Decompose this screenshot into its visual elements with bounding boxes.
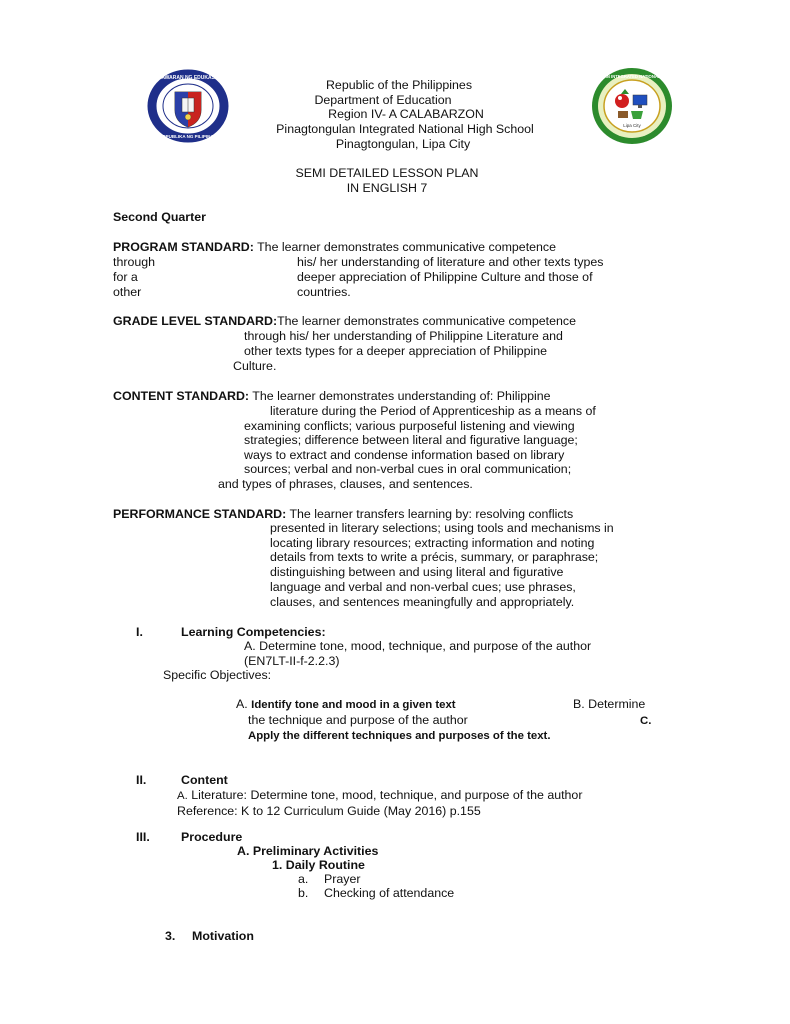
routine-item-a-marker: a. bbox=[298, 872, 309, 886]
grade-level-standard-text: other texts types for a deeper appreciation of Philippine bbox=[244, 344, 548, 358]
content-standard-text: literature during the Period of Apprenticeship as a means of bbox=[270, 404, 596, 418]
content-standard-text: sources; verbal and non-verbal cues in oral communication; bbox=[244, 462, 572, 476]
objective-b-marker: B. Determine bbox=[573, 697, 646, 711]
motivation-heading: Motivation bbox=[192, 929, 254, 943]
competency-code: (EN7LT-II-f-2.2.3) bbox=[244, 654, 340, 668]
performance-standard-text: locating library resources; extracting information and noting bbox=[270, 536, 595, 550]
section-3-title: Procedure bbox=[181, 830, 243, 844]
program-standard-text: countries. bbox=[297, 285, 351, 299]
performance-standard-text: language and verbal and non-verbal cues; use phrases, bbox=[270, 580, 576, 594]
grade-level-standard-text: Culture. bbox=[233, 359, 277, 373]
quarter-label: Second Quarter bbox=[113, 210, 206, 224]
performance-standard-text: distinguishing between and using literal and figurative bbox=[270, 565, 564, 579]
header-school: Pinagtongulan Integrated National High School bbox=[276, 122, 534, 136]
section-1-number: I. bbox=[136, 625, 143, 639]
routine-item-b-marker: b. bbox=[298, 886, 309, 900]
program-standard-line-1: PROGRAM STANDARD: The learner demonstrates communicative competence bbox=[113, 240, 557, 254]
objective-c-marker: C. bbox=[640, 715, 652, 727]
specific-objectives-label: Specific Objectives: bbox=[163, 668, 272, 682]
header-republic: Republic of the Philippines bbox=[325, 78, 473, 92]
content-standard-line-1: CONTENT STANDARD: The learner demonstrates understanding of: Philippine bbox=[113, 389, 551, 403]
performance-standard-line-1: PERFORMANCE STANDARD: The learner transfers learning by: resolving conflicts bbox=[113, 507, 574, 521]
routine-item-a: Prayer bbox=[324, 872, 361, 886]
program-standard-text: deeper appreciation of Philippine Culture and those of bbox=[297, 270, 593, 284]
objective-b-text: the technique and purpose of the author bbox=[248, 713, 468, 727]
content-standard-text: and types of phrases, clauses, and sentences. bbox=[218, 477, 473, 491]
section-2-title: Content bbox=[181, 773, 228, 787]
motivation-number: 3. bbox=[165, 929, 176, 943]
grade-level-standard-text: through his/ her understanding of Philippine Literature and bbox=[244, 329, 563, 343]
header-region: Region IV- A CALABARZON bbox=[328, 107, 484, 121]
svg-text:Lipa City: Lipa City bbox=[623, 123, 641, 128]
header-department: Department of Education bbox=[314, 93, 452, 107]
lesson-plan-subtitle: IN ENGLISH 7 bbox=[346, 181, 428, 195]
section-2-number: II. bbox=[136, 773, 147, 787]
program-standard-label: PROGRAM STANDARD: bbox=[113, 240, 254, 254]
content-reference: Reference: K to 12 Curriculum Guide (May 2016) p.155 bbox=[177, 804, 481, 818]
performance-standard-text: clauses, and sentences meaningfully and appropriately. bbox=[270, 595, 575, 609]
content-standard-text: examining conflicts; various purposeful listening and viewing bbox=[244, 419, 575, 433]
section-1-title: Learning Competencies: bbox=[181, 625, 326, 639]
routine-item-b: Checking of attendance bbox=[324, 886, 455, 900]
program-standard-text: for a bbox=[113, 270, 138, 284]
daily-routine-heading: 1. Daily Routine bbox=[272, 858, 365, 872]
objective-c-text: Apply the different techniques and purposes of the text. bbox=[248, 730, 551, 742]
section-3-number: III. bbox=[136, 830, 150, 844]
svg-text:PINAGTONGULAN INTEGRATED NATIO: PINAGTONGULAN INTEGRATED NATIONAL HIGH SCHOOL bbox=[572, 74, 692, 79]
content-literature: A. Literature: Determine tone, mood, technique, and purpose of the author bbox=[177, 788, 583, 802]
program-standard-text: his/ her understanding of literature and other texts types bbox=[297, 255, 604, 269]
content-standard-text: strategies; difference between literal and figurative language; bbox=[244, 433, 578, 447]
performance-standard-text: details from texts to write a précis, summary, or paraphrase; bbox=[270, 550, 599, 564]
grade-level-standard-label: GRADE LEVEL STANDARD: bbox=[113, 314, 278, 328]
program-standard-text: through bbox=[113, 255, 156, 269]
svg-text:KAGAWARAN NG EDUKASYON: KAGAWARAN NG EDUKASYON bbox=[150, 75, 226, 81]
competency-text: A. Determine tone, mood, technique, and purpose of the author bbox=[244, 639, 592, 653]
lesson-plan-title: SEMI DETAILED LESSON PLAN bbox=[295, 166, 479, 180]
header-address: Pinagtongulan, Lipa City bbox=[335, 137, 471, 151]
preliminary-activities-heading: A. Preliminary Activities bbox=[237, 844, 379, 858]
svg-text:REPUBLIKA NG PILIPINAS: REPUBLIKA NG PILIPINAS bbox=[159, 134, 217, 139]
content-standard-text: ways to extract and condense information based on library bbox=[244, 448, 565, 462]
performance-standard-label: PERFORMANCE STANDARD: bbox=[113, 507, 287, 521]
objective-a-marker: A. bbox=[236, 697, 252, 711]
objective-a-text: Identify tone and mood in a given text bbox=[251, 699, 456, 711]
content-literature-marker: A. bbox=[177, 790, 188, 802]
performance-standard-text: presented in literary selections; using tools and mechanisms in bbox=[270, 521, 614, 535]
program-standard-text: other bbox=[113, 285, 142, 299]
grade-level-standard-line-1: GRADE LEVEL STANDARD:The learner demonstrates communicative competence bbox=[113, 314, 576, 328]
objective-a bbox=[236, 697, 456, 713]
content-standard-label: CONTENT STANDARD: bbox=[113, 389, 250, 403]
